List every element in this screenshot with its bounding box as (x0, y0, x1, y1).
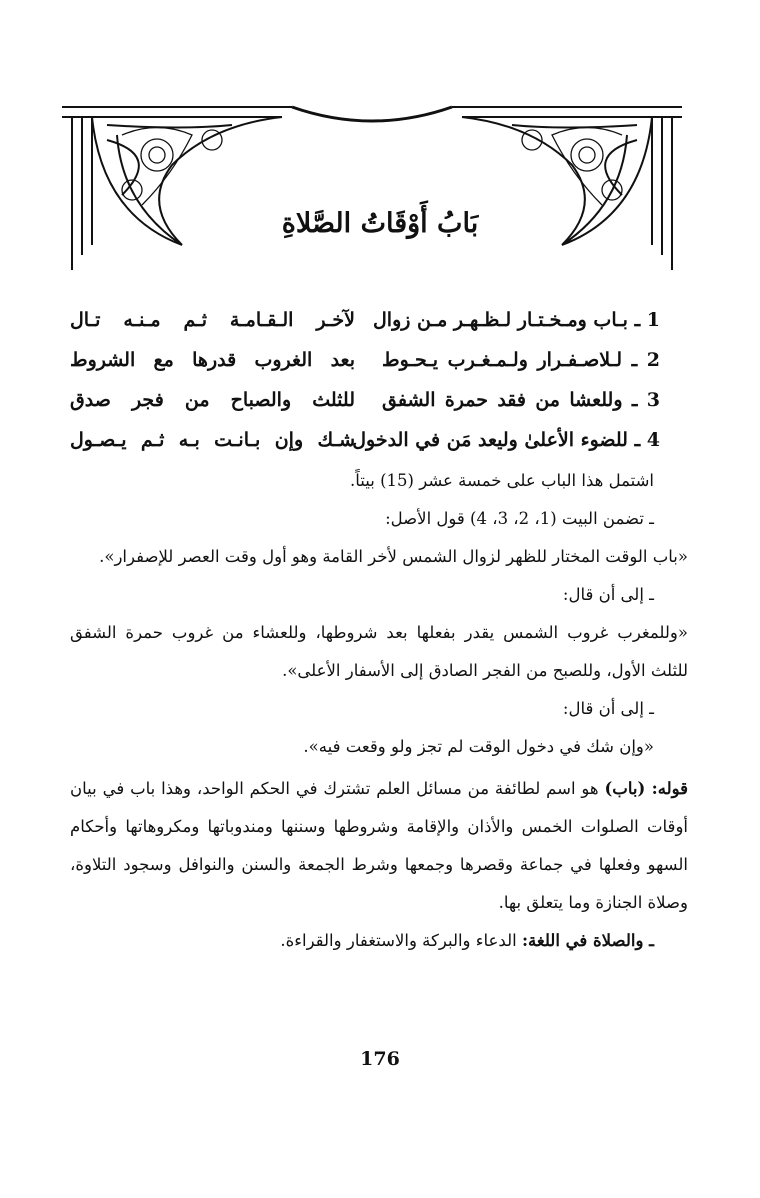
until-line: ـ إلى أن قال: (562, 585, 654, 604)
ornamental-header-icon (62, 95, 682, 270)
verse-line (70, 300, 660, 340)
verse-first-hemistich: 4 ـ للضوء الأعلىٰ وليعد مَن في الدخول (352, 429, 660, 451)
quote-paragraph: «وإن شك في دخول الوقت لم تجز ولو وقعت فيه». (303, 737, 654, 756)
verse-second-hemistich: شـك وإن بـانـت بـه ثـم يـصـول (70, 429, 355, 451)
definition-text: الدعاء والبركة والاستغفار والقراءة. (280, 931, 522, 950)
commentary-paragraph (70, 770, 688, 922)
definition-line (70, 922, 688, 960)
verse-second-hemistich: لآخـر الـقـامـة ثـم مـنـه تـال (70, 309, 355, 331)
verse-second-hemistich: بعد الغروب قدرها مع الشروط (70, 349, 355, 371)
intro-line: اشتمل هذا الباب على خمسة عشر (15) بيتاً. (350, 471, 654, 490)
verse-line (70, 340, 660, 380)
includes-line: ـ تضمن البيت (1، 2، 3، 4) قول الأصل: (385, 509, 654, 528)
verse-line (70, 420, 660, 460)
commentary-body (70, 462, 688, 960)
verse-first-hemistich: 1 ـ بـاب ومـخـتـار لـظـهـر مـن زوال (373, 309, 660, 331)
verse-first-hemistich: 3 ـ وللعشا من فقد حمرة الشفق (382, 389, 660, 411)
commentary-label: قوله: (باب) (604, 779, 689, 798)
commentary-text: هو اسم لطائفة من مسائل العلم تشترك في الحكم الواحد، وهذا باب في بيان أوقات الصلوات الخمس والأذان والإقامة وشروطها وسننها ومندوباتها ومكروهاتها وأحكام السهو وفعلها في جماعة وقصرها وجمعها وشرط الجمعة والسنن والنوافل وسجود التلاوة، وصلاة الجنازة وما يتعلق بها. (70, 779, 688, 912)
chapter-title: بَابُ أَوْقَاتُ الصَّلاةِ (281, 208, 479, 239)
page-number: 176 (360, 1048, 400, 1070)
quote-paragraph: «باب الوقت المختار للظهر لزوال الشمس لأخر القامة وهو أول وقت العصر للإصفرار». (99, 547, 688, 566)
until-line: ـ إلى أن قال: (562, 699, 654, 718)
verse-first-hemistich: 2 ـ لـلاصـفـرار ولـمـغـرب يـحـوط (382, 349, 660, 371)
definition-label: ـ والصلاة في اللغة: (521, 931, 654, 950)
verse-second-hemistich: للثلث والصباح من فجر صدق (70, 389, 355, 411)
quote-paragraph: «وللمغرب غروب الشمس يقدر بفعلها بعد شروطها، وللعشاء من غروب حمرة الشفق للثلث الأول، وللصبح من الفجر الصادق إلى الأسفار الأعلى». (70, 623, 688, 680)
poem-verses (70, 300, 660, 460)
verse-line (70, 380, 660, 420)
